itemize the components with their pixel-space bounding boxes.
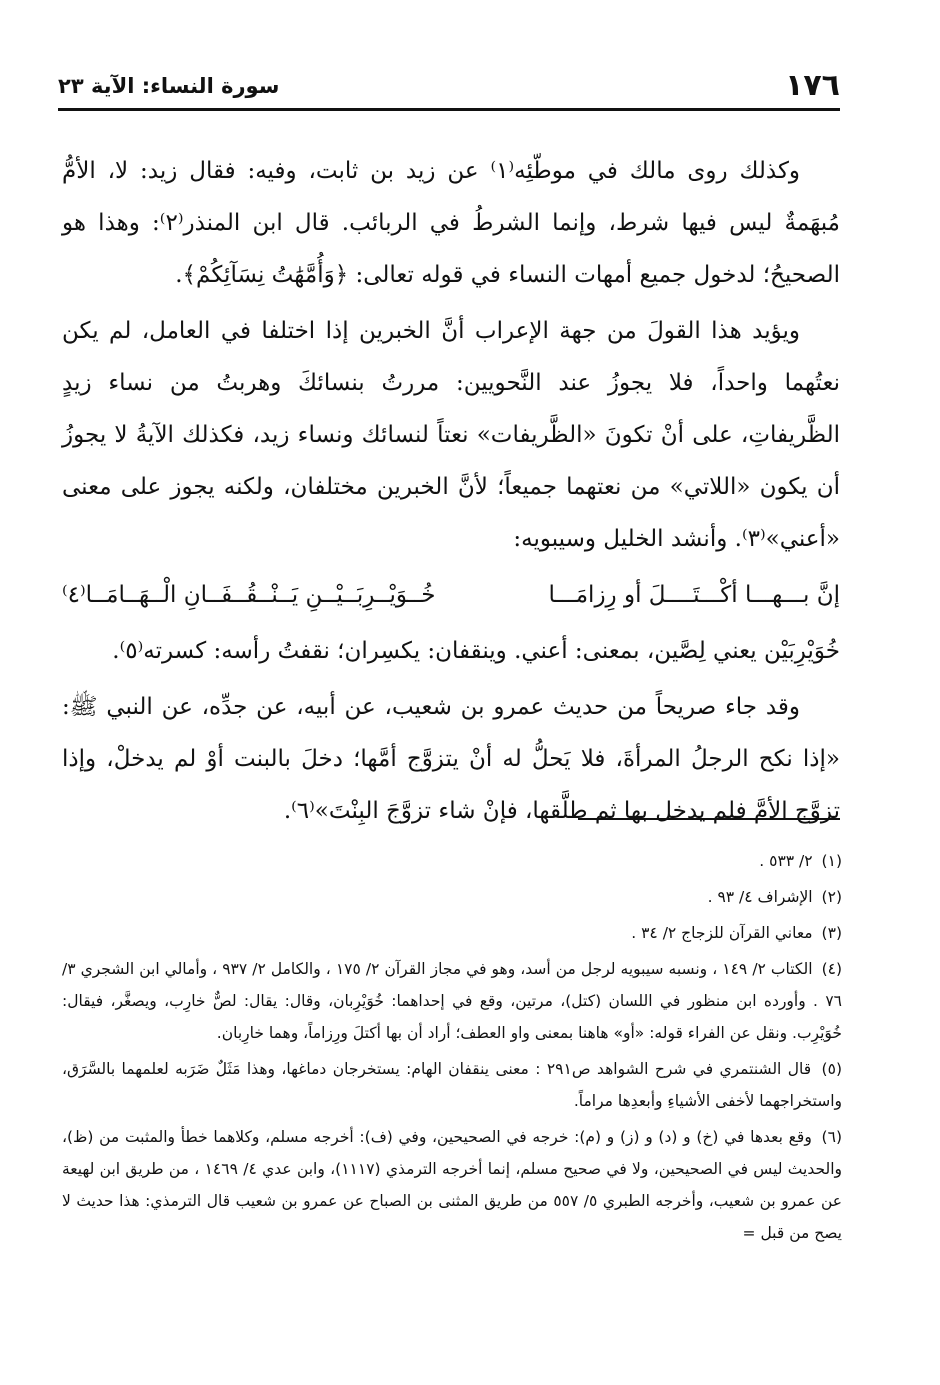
footnote-number: (٦) (821, 1128, 842, 1146)
main-text (62, 145, 840, 841)
footnote-number: (٥) (821, 1060, 842, 1078)
paragraph: وقد جاء صريحاً من حديث عمرو بن شعيب، عن أبيه، عن جدِّه، عن النبي ﷺ: «إذا نكح الرجلُ المرأةَ، فلا يَحلُّ له أنْ يتزوَّج أمَّها؛ دخلَ بالبنت أوْ لم يدخلْ، وإذا تزوَّج الأمَّ فلم يدخل بها ثم طلَّقها، فإنْ شاء تزوَّجَ البِنْتَ»⁽٦⁾. (62, 694, 840, 824)
footnote-text: وقع بعدها في (خ) و (د) و (ز) و (م): خرجه في الصحيحين، وفي (ف): أخرجه مسلم، وكلاهما خطأ والمثبت من (ظ)، والحديث ليس في الصحيحين، ولا في صحيح مسلم، إنما أخرجه الترمذي (١١١٧)، وابن عدي ٤/ ١٤٦٩ ، من طريق ابن لهيعة عن عمرو بن شعيب، وأخرجه الطبري ٥/ ٥٥٧ من طريق المثنى بن الصباح عن عمرو بن شعيب قال الترمذي: هذا حديث لا يصح من قبل = (62, 1128, 842, 1242)
footnotes (62, 845, 842, 1253)
footnote (62, 1121, 842, 1249)
verse-first-hemistich: إنَّ بـــهـــا أكْـــتَــــلَ أو رِزامَـــا (548, 582, 840, 608)
footnote-text: ٢/ ٥٣٣ . (759, 852, 813, 870)
paragraph: خُوَيْرِبَيْن يعني لِصَّين، بمعنى: أعني. وينقفان: يكسِران؛ نقفتُ رأسه: كسرته⁽٥⁾. (112, 638, 840, 664)
footnote-number: (٣) (821, 924, 842, 942)
footnote (62, 881, 842, 913)
footnote-number: (١) (821, 852, 842, 870)
footnote-text: قال الشنتمري في شرح الشواهد ص٢٩١ : معنى ينقفان الهام: يستخرجان دماغها، وهذا مَثَلٌ ضَرَبه لعلمهما بالسَّرَق، واستخراجهما لأخفى الأشياءِ وأبعدِها مراماً. (62, 1060, 842, 1110)
running-title: سورة النساء: الآية ٢٣ (58, 74, 280, 98)
footnote-number: (٢) (821, 888, 842, 906)
footnote-text: الكتاب ٢/ ١٤٩ ، ونسبه سيبويه لرجل من أسد، وهو في مجاز القرآن ٢/ ١٧٥ ، والكامل ٢/ ٩٣٧ ، وأمالي ابن الشجري ٣/ ٧٦ . وأورده ابن منظور في اللسان (كتل)، مرتين، وقع في إحداهما: خُوَيْرِبان، وقال: يقال: لصٌّ خارِب، ويصغَّر، فيقال: خُوَيْرِب. ونقل عن الفراء قوله: «أو» هاهنا بمعنى واو العطف؛ أراد أن بها أكتلَ ورِزاماً، وهما خارِبان. (62, 960, 842, 1042)
footnote-text: معاني القرآن للزجاج ٢/ ٣٤ . (631, 924, 813, 942)
poetry-verse (62, 569, 840, 621)
footnote (62, 1053, 842, 1117)
paragraph: ويؤيد هذا القولَ من جهة الإعراب أنَّ الخبرين إذا اختلفا في العامل، لم يكن نعتُهما واحداً، فلا يجوزُ عند النَّحويين: مررتُ بنسائكَ وهربتُ من نساء زيدٍ الظَّريفاتِ، على أنْ تكونَ «الظَّريفات» نعتاً لنسائك ونساء زيد، فكذلك الآيةُ لا يجوزُ أن يكون «اللاتي» من نعتهما جميعاً؛ لأنَّ الخبرين مختلفان، ولكنه يجوز على معنى «أعني»⁽٣⁾. وأنشد الخليل وسيبويه: (62, 318, 840, 552)
footnote-text: الإشراف ٤/ ٩٣ . (707, 888, 813, 906)
page-header (58, 68, 840, 111)
footnote (62, 917, 842, 949)
footnote (62, 953, 842, 1049)
footnote-number: (٤) (821, 960, 843, 978)
paragraph: وكذلك روى مالك في موطّئِه⁽١⁾ عن زيد بن ثابت، وفيه: فقال زيد: لا، الأمُّ مُبهَمةٌ ليس فيها شرط، وإنما الشرطُ في الربائب. قال ابن المنذر⁽٢⁾: وهذا هو الصحيحُ؛ لدخول جميع أمهات النساء في قوله تعالى: ﴿وَأُمَّهَٰتُ نِسَآئِكُمْ﴾. (62, 158, 840, 288)
page-number: ١٧٦ (785, 68, 840, 103)
footnote-separator (578, 818, 840, 820)
verse-second-hemistich: خُــوَيْــرِبَــيْــنِ يَــنْــقُــفَــانِ الْــهَــامَــا⁽٤⁾ (62, 582, 436, 608)
footnote (62, 845, 842, 877)
